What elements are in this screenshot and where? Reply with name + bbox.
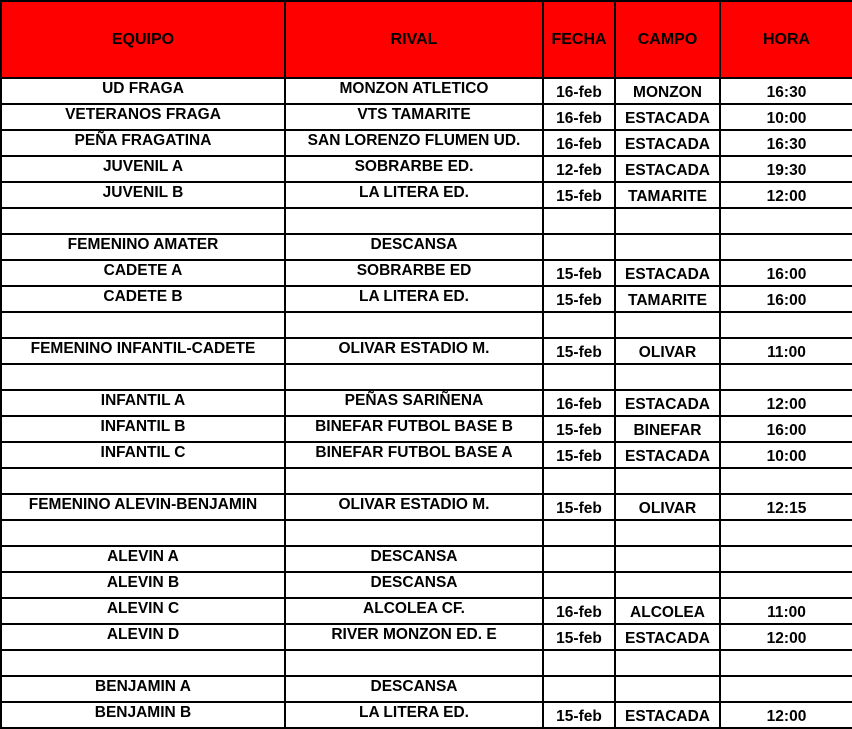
table-row <box>1 442 852 468</box>
rival-cell: RIVER MONZON ED. E <box>285 624 543 650</box>
equipo-cell <box>1 364 285 390</box>
table-row <box>1 546 852 572</box>
campo-cell: ESTACADA <box>615 156 720 182</box>
rival-cell: LA LITERA ED. <box>285 182 543 208</box>
hora-cell: 11:00 <box>720 338 852 364</box>
hora-cell <box>720 650 852 676</box>
header-fecha: FECHA <box>543 1 615 78</box>
equipo-cell: ALEVIN A <box>1 546 285 572</box>
rival-cell: DESCANSA <box>285 234 543 260</box>
rival-cell: SAN LORENZO FLUMEN UD. <box>285 130 543 156</box>
fecha-cell <box>543 572 615 598</box>
rival-cell <box>285 208 543 234</box>
table-row <box>1 130 852 156</box>
table-row <box>1 182 852 208</box>
rival-cell: OLIVAR ESTADIO M. <box>285 494 543 520</box>
equipo-cell: CADETE B <box>1 286 285 312</box>
campo-cell: TAMARITE <box>615 182 720 208</box>
fecha-cell: 15-feb <box>543 416 615 442</box>
equipo-cell <box>1 650 285 676</box>
fecha-cell: 15-feb <box>543 260 615 286</box>
table-row <box>1 286 852 312</box>
table-row <box>1 416 852 442</box>
rival-cell: DESCANSA <box>285 572 543 598</box>
table-row <box>1 104 852 130</box>
campo-cell: TAMARITE <box>615 286 720 312</box>
campo-cell: OLIVAR <box>615 494 720 520</box>
fecha-cell: 15-feb <box>543 286 615 312</box>
hora-cell <box>720 520 852 546</box>
fecha-cell: 16-feb <box>543 390 615 416</box>
rival-cell: OLIVAR ESTADIO M. <box>285 338 543 364</box>
equipo-cell: PEÑA FRAGATINA <box>1 130 285 156</box>
hora-cell <box>720 312 852 338</box>
table-row <box>1 312 852 338</box>
equipo-cell <box>1 468 285 494</box>
rival-cell: DESCANSA <box>285 676 543 702</box>
hora-cell <box>720 546 852 572</box>
fecha-cell: 15-feb <box>543 182 615 208</box>
hora-cell: 16:00 <box>720 260 852 286</box>
table-header <box>1 1 852 78</box>
fecha-cell: 15-feb <box>543 442 615 468</box>
equipo-cell: FEMENINO INFANTIL-CADETE <box>1 338 285 364</box>
hora-cell <box>720 676 852 702</box>
rival-cell <box>285 468 543 494</box>
equipo-cell: FEMENINO AMATER <box>1 234 285 260</box>
rival-cell: BINEFAR FUTBOL BASE B <box>285 416 543 442</box>
rival-cell: SOBRARBE ED. <box>285 156 543 182</box>
equipo-cell <box>1 312 285 338</box>
campo-cell <box>615 208 720 234</box>
hora-cell: 12:00 <box>720 390 852 416</box>
campo-cell <box>615 650 720 676</box>
table-row <box>1 390 852 416</box>
campo-cell: ESTACADA <box>615 442 720 468</box>
equipo-cell: BENJAMIN B <box>1 702 285 728</box>
campo-cell: ESTACADA <box>615 104 720 130</box>
header-row <box>1 1 852 78</box>
fecha-cell <box>543 208 615 234</box>
rival-cell: ALCOLEA CF. <box>285 598 543 624</box>
fecha-cell <box>543 676 615 702</box>
equipo-cell: ALEVIN B <box>1 572 285 598</box>
campo-cell <box>615 364 720 390</box>
fecha-cell: 16-feb <box>543 104 615 130</box>
equipo-cell <box>1 208 285 234</box>
campo-cell: BINEFAR <box>615 416 720 442</box>
fecha-cell <box>543 312 615 338</box>
campo-cell: ESTACADA <box>615 260 720 286</box>
campo-cell: ESTACADA <box>615 624 720 650</box>
fecha-cell: 15-feb <box>543 624 615 650</box>
rival-cell <box>285 650 543 676</box>
table-row <box>1 156 852 182</box>
hora-cell: 19:30 <box>720 156 852 182</box>
equipo-cell: JUVENIL B <box>1 182 285 208</box>
fecha-cell <box>543 364 615 390</box>
equipo-cell: UD FRAGA <box>1 78 285 104</box>
campo-cell <box>615 234 720 260</box>
equipo-cell: FEMENINO ALEVIN-BENJAMIN <box>1 494 285 520</box>
equipo-cell: INFANTIL C <box>1 442 285 468</box>
rival-cell: SOBRARBE ED <box>285 260 543 286</box>
campo-cell: ALCOLEA <box>615 598 720 624</box>
table-row <box>1 78 852 104</box>
table-row <box>1 468 852 494</box>
hora-cell: 12:15 <box>720 494 852 520</box>
rival-cell: BINEFAR FUTBOL BASE A <box>285 442 543 468</box>
campo-cell <box>615 572 720 598</box>
equipo-cell: ALEVIN C <box>1 598 285 624</box>
fecha-cell <box>543 234 615 260</box>
rival-cell: MONZON ATLETICO <box>285 78 543 104</box>
equipo-cell: VETERANOS FRAGA <box>1 104 285 130</box>
table-row <box>1 494 852 520</box>
header-campo: CAMPO <box>615 1 720 78</box>
hora-cell <box>720 468 852 494</box>
table-row <box>1 624 852 650</box>
rival-cell <box>285 520 543 546</box>
campo-cell <box>615 546 720 572</box>
equipo-cell: INFANTIL A <box>1 390 285 416</box>
equipo-cell: ALEVIN D <box>1 624 285 650</box>
hora-cell: 16:30 <box>720 130 852 156</box>
campo-cell <box>615 312 720 338</box>
equipo-cell: BENJAMIN A <box>1 676 285 702</box>
fecha-cell <box>543 520 615 546</box>
rival-cell: LA LITERA ED. <box>285 702 543 728</box>
fecha-cell: 15-feb <box>543 338 615 364</box>
table-row <box>1 520 852 546</box>
hora-cell <box>720 208 852 234</box>
header-rival: RIVAL <box>285 1 543 78</box>
hora-cell: 10:00 <box>720 442 852 468</box>
header-hora: HORA <box>720 1 852 78</box>
fecha-cell <box>543 468 615 494</box>
fecha-cell: 15-feb <box>543 702 615 728</box>
hora-cell: 16:00 <box>720 416 852 442</box>
rival-cell: VTS TAMARITE <box>285 104 543 130</box>
hora-cell: 12:00 <box>720 702 852 728</box>
campo-cell: OLIVAR <box>615 338 720 364</box>
campo-cell: MONZON <box>615 78 720 104</box>
rival-cell <box>285 312 543 338</box>
equipo-cell <box>1 520 285 546</box>
fecha-cell: 16-feb <box>543 78 615 104</box>
hora-cell: 12:00 <box>720 182 852 208</box>
rival-cell: PEÑAS SARIÑENA <box>285 390 543 416</box>
fecha-cell <box>543 546 615 572</box>
table-row <box>1 650 852 676</box>
table-row <box>1 702 852 728</box>
equipo-cell: JUVENIL A <box>1 156 285 182</box>
campo-cell: ESTACADA <box>615 130 720 156</box>
header-equipo: EQUIPO <box>1 1 285 78</box>
rival-cell <box>285 364 543 390</box>
hora-cell: 11:00 <box>720 598 852 624</box>
campo-cell: ESTACADA <box>615 390 720 416</box>
table-row <box>1 260 852 286</box>
table-row <box>1 338 852 364</box>
fecha-cell: 15-feb <box>543 494 615 520</box>
campo-cell <box>615 520 720 546</box>
campo-cell: ESTACADA <box>615 702 720 728</box>
hora-cell: 16:00 <box>720 286 852 312</box>
table-row <box>1 208 852 234</box>
fecha-cell: 16-feb <box>543 130 615 156</box>
table-row <box>1 676 852 702</box>
fecha-cell <box>543 650 615 676</box>
hora-cell <box>720 572 852 598</box>
table-row <box>1 572 852 598</box>
table-row <box>1 234 852 260</box>
rival-cell: DESCANSA <box>285 546 543 572</box>
hora-cell <box>720 364 852 390</box>
equipo-cell: INFANTIL B <box>1 416 285 442</box>
fecha-cell: 16-feb <box>543 598 615 624</box>
rival-cell: LA LITERA ED. <box>285 286 543 312</box>
campo-cell <box>615 676 720 702</box>
campo-cell <box>615 468 720 494</box>
hora-cell: 10:00 <box>720 104 852 130</box>
hora-cell <box>720 234 852 260</box>
fecha-cell: 12-feb <box>543 156 615 182</box>
hora-cell: 16:30 <box>720 78 852 104</box>
table-row <box>1 364 852 390</box>
table-body <box>1 78 852 728</box>
hora-cell: 12:00 <box>720 624 852 650</box>
table-row <box>1 598 852 624</box>
equipo-cell: CADETE A <box>1 260 285 286</box>
